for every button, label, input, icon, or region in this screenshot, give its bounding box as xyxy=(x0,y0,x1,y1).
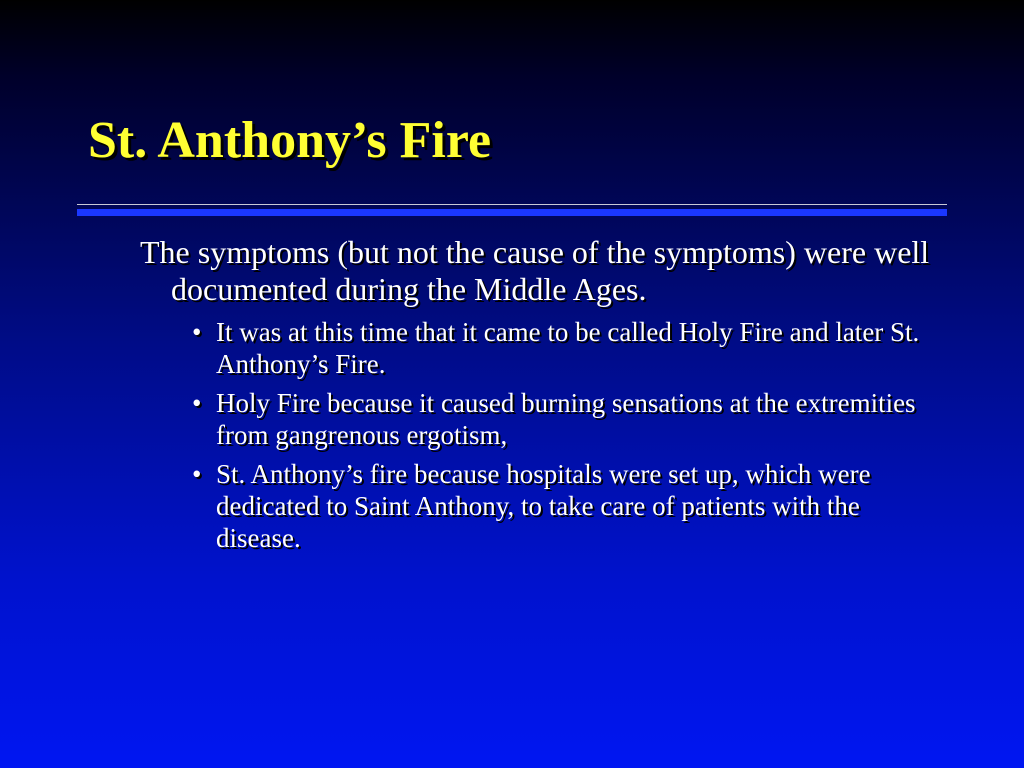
sub-point-list xyxy=(140,316,940,554)
bullet-icon: • xyxy=(192,317,202,347)
bullet-icon: • xyxy=(192,388,202,418)
sub-point xyxy=(140,387,940,451)
bullet-icon: • xyxy=(192,459,202,489)
sub-point-text: It was at this time that it came to be called Holy Fire and later St. Anthony’s Fire. xyxy=(216,317,920,379)
main-point: The symptoms (but not the cause of the symptoms) were well documented during the Middle Ages. xyxy=(140,234,930,307)
sub-point-text: St. Anthony’s fire because hospitals were set up, which were dedicated to Saint Anthony, to take care of patients with the disease. xyxy=(216,459,871,553)
sub-point xyxy=(140,316,940,380)
slide-title: St. Anthony’s Fire xyxy=(88,112,492,169)
sub-point xyxy=(140,458,940,554)
title-divider-thin xyxy=(77,204,947,205)
title-divider-thick xyxy=(77,209,947,216)
sub-point-text: Holy Fire because it caused burning sensations at the extremities from gangrenous ergotism, xyxy=(216,388,916,450)
slide-body xyxy=(140,234,940,561)
